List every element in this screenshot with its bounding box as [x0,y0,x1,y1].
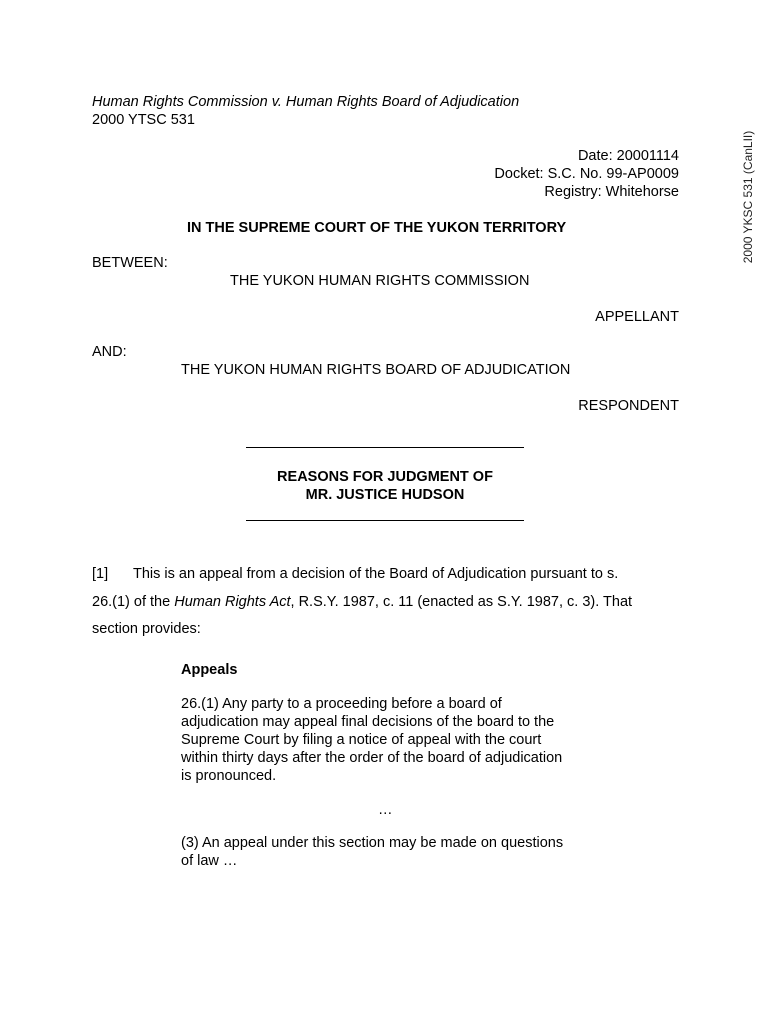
quote-subsection-1 [181,695,562,785]
date-line: Date: 20001114 [577,148,679,164]
quote-line: of law … [181,853,238,869]
paragraph-line-3: section provides: [92,621,201,637]
quote-line: adjudication may appeal final decisions of the board to the [181,714,555,730]
quote-ellipsis: … [378,802,393,818]
respondent-role: RESPONDENT [578,398,679,414]
court-heading: IN THE SUPREME COURT OF THE YUKON TERRITORY [187,220,567,236]
citation: 2000 YTSC 531 [92,112,195,128]
quote-line: (3) An appeal under this section may be made on questions [181,835,564,851]
between-label: BETWEEN: [92,255,168,271]
bottom-rule [246,520,524,521]
docket-line: Docket: S.C. No. 99-AP0009 [494,166,679,182]
paragraph-line-2-post: , R.S.Y. 1987, c. 11 (enacted as S.Y. 1987, c. 3). That [290,594,633,610]
side-citation: 2000 YKSC 531 (CanLII) [741,130,755,264]
quote-line: Supreme Court by filing a notice of appeal with the court [181,732,542,748]
paragraph-line-2 [92,594,632,610]
appellant-role: APPELLANT [595,309,679,325]
top-rule [246,447,524,448]
reasons-line-2: MR. JUSTICE HUDSON [305,487,465,503]
paragraph-number: [1] [92,566,109,582]
quote-line: is pronounced. [181,768,277,784]
quote-line: 26.(1) Any party to a proceeding before a board of [181,696,502,712]
quote-line: within thirty days after the order of the board of adjudication [181,750,563,766]
respondent-name: THE YUKON HUMAN RIGHTS BOARD OF ADJUDICATION [181,362,571,378]
paragraph-line-2-pre: 26.(1) of the [92,594,175,610]
case-title: Human Rights Commission v. Human Rights Board of Adjudication [92,94,520,110]
quote-heading: Appeals [181,662,238,678]
registry-line: Registry: Whitehorse [544,184,679,200]
paragraph-line-1: This is an appeal from a decision of the Board of Adjudication pursuant to s. [133,566,619,582]
appellant-name: THE YUKON HUMAN RIGHTS COMMISSION [230,273,530,289]
reasons-line-1: REASONS FOR JUDGMENT OF [277,469,493,485]
quote-subsection-3 [181,834,563,870]
act-name: Human Rights Act [174,594,291,610]
and-label: AND: [92,344,127,360]
